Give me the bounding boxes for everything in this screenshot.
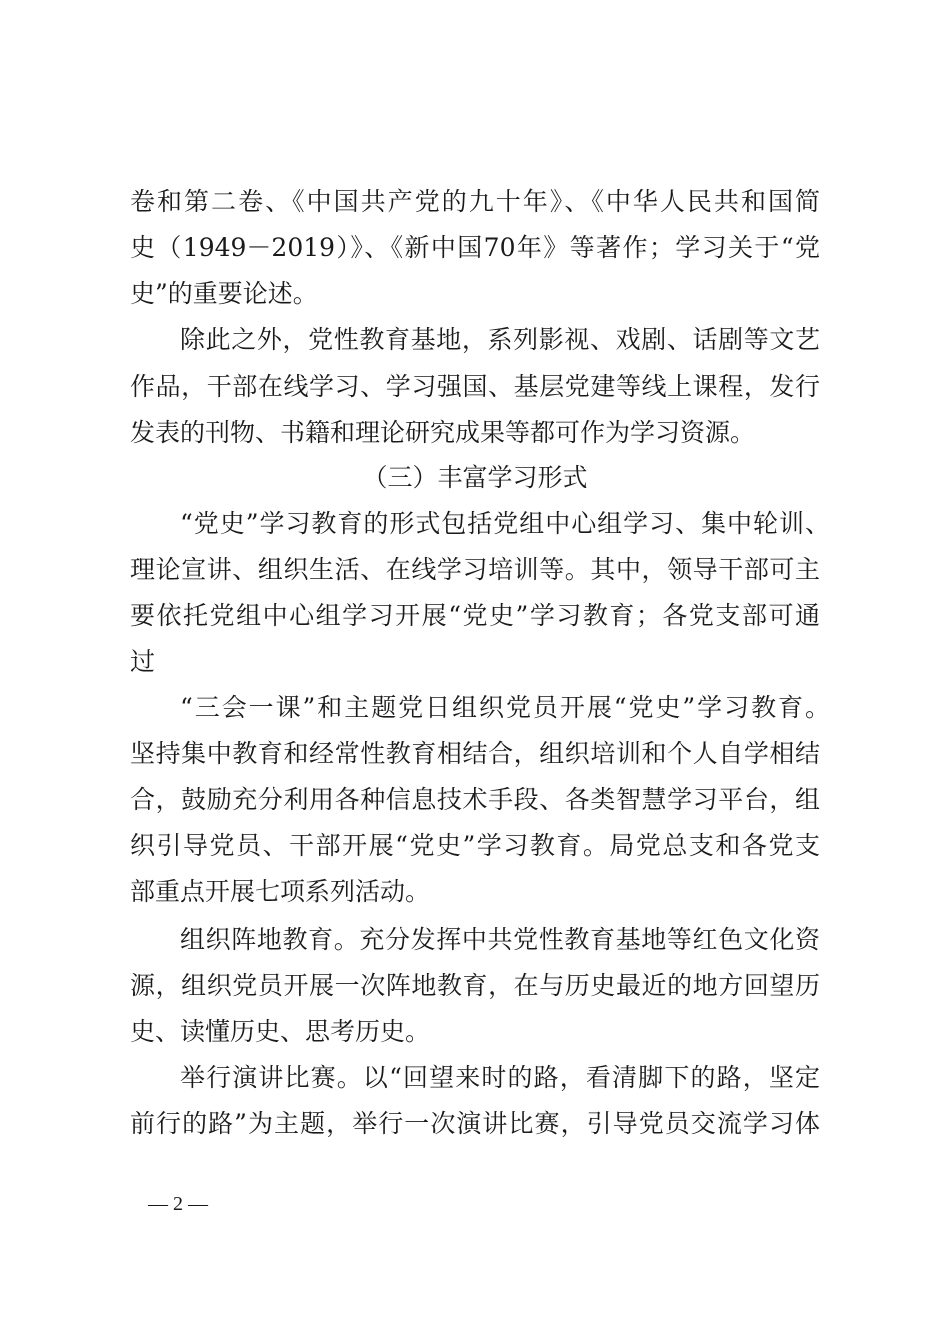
- body-text-line: 理论宣讲、组织生活、在线学习培训等。其中，领导干部可主: [130, 555, 820, 584]
- body-text-line: 史（1949－2019）》、《新中国70年》等著作；学习关于“党: [130, 233, 820, 262]
- body-text-line: 组织阵地教育。充分发挥中共党性教育基地等红色文化资: [180, 925, 820, 954]
- body-text-line: 发表的刊物、书籍和理论研究成果等都可作为学习资源。: [130, 418, 756, 447]
- body-text-line: 源，组织党员开展一次阵地教育，在与历史最近的地方回望历: [130, 971, 820, 1000]
- body-text-line: 举行演讲比赛。以“回望来时的路，看清脚下的路，坚定: [180, 1063, 820, 1092]
- body-text-line: 坚持集中教育和经常性教育相结合，组织培训和个人自学相结: [130, 739, 820, 768]
- body-text-line: 卷和第二卷、《中国共产党的九十年》、《中华人民共和国简: [130, 187, 820, 216]
- body-text-line: 要依托党组中心组学习开展“党史”学习教育；各党支部可通: [130, 601, 820, 630]
- body-text-line: 作品，干部在线学习、学习强国、基层党建等线上课程，发行: [130, 372, 820, 401]
- page-number: — 2 —: [148, 1193, 208, 1215]
- body-text-line: 过: [130, 647, 156, 676]
- body-text-line: 织引导党员、干部开展“党史”学习教育。局党总支和各党支: [130, 831, 820, 860]
- section-heading: （三）丰富学习形式: [362, 463, 588, 492]
- body-text-line: 史、读懂历史、思考历史。: [130, 1017, 431, 1046]
- body-text-line: 部重点开展七项系列活动。: [130, 877, 431, 906]
- body-text-line: “三会一课”和主题党日组织党员开展“党史”学习教育。: [180, 693, 830, 722]
- body-text-line: 前行的路”为主题，举行一次演讲比赛，引导党员交流学习体: [130, 1109, 820, 1138]
- body-text-line: 除此之外，党性教育基地，系列影视、戏剧、话剧等文艺: [180, 325, 820, 354]
- body-text-line: “党史”学习教育的形式包括党组中心组学习、集中轮训、: [180, 509, 830, 538]
- body-text-line: 史”的重要论述。: [130, 279, 318, 308]
- body-text-line: 合，鼓励充分利用各种信息技术手段、各类智慧学习平台，组: [130, 785, 820, 814]
